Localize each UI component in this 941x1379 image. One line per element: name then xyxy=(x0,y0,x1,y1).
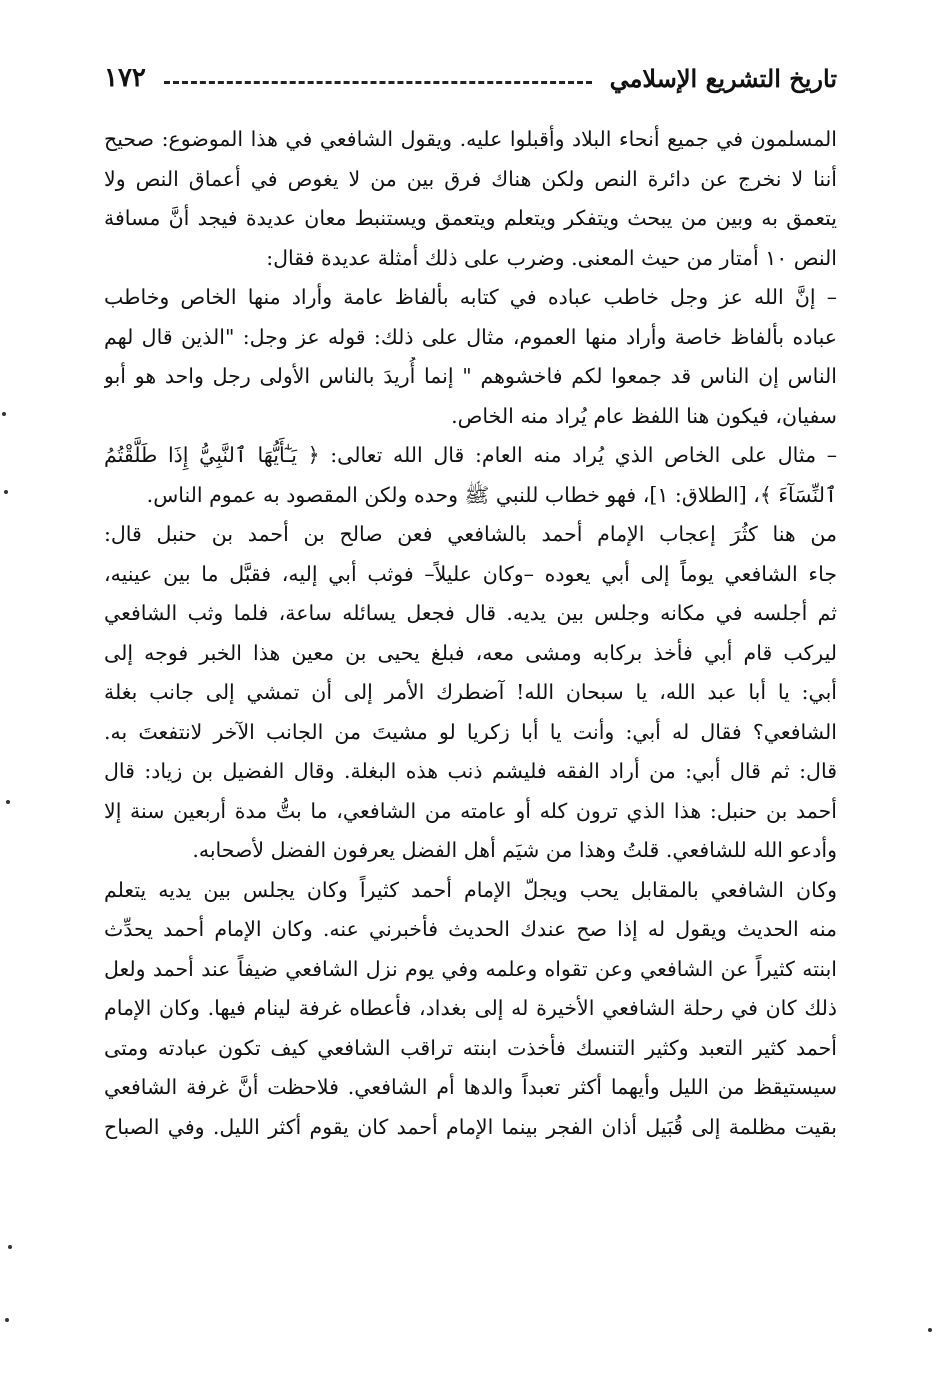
paragraph-continuation xyxy=(104,120,837,278)
text-line: أننا لا نخرج عن دائرة النص ولكن هناك فرق بين من لا يغوص في أعماق النص ولا xyxy=(104,166,837,191)
text-line: أحمد بن حنبل: هذا الذي ترون كله أو عامته من الشافعي، ما بتُّ مدة أربعين سنة إلا xyxy=(104,798,837,823)
scan-speck xyxy=(8,1245,12,1249)
text-line-quran-verse: – مثال على الخاص الذي يُراد منه العام: قال الله تعالى: ﴿ يَـٰٓأَيُّهَا ٱلنَّبِيُّ إِذَا طَلَّقْتُمُ xyxy=(104,443,837,467)
text-line: الناس إن الناس قد جمعوا لكم فاخشوهم " إنما أُريدَ بالناس الأولى رجل واحد هو أبو xyxy=(104,364,837,388)
text-line: من هنا كثُرَ إعجاب الإمام أحمد بالشافعي فعن صالح بن أحمد بن حنبل قال: xyxy=(104,522,837,546)
scan-speck xyxy=(928,1328,932,1332)
text-line: عباده بألفاظ خاصة وأراد منها العموم، مثال على ذلك: قوله عز وجل: "الذين قال لهم xyxy=(104,324,837,349)
text-line: أبي: يا أبا عبد الله، يا سبحان الله! آضطرك الأمر إلى أن تمشي إلى جانب بغلة xyxy=(104,680,837,704)
text-line: منه الحديث ويقول له إذا صح عندك الحديث فأخبرني عنه. وكان الإمام أحمد يحدِّث xyxy=(104,917,837,941)
scan-speck xyxy=(5,1318,9,1322)
paragraph-general-to-specific xyxy=(104,278,837,436)
text-line: بقيت مظلمة إلى قُبَيل أذان الفجر بينما الإمام أحمد كان يقوم أكثر الليل. وفي الصباح xyxy=(104,1114,837,1139)
text-line: سيستيقظ من الليل وأيهما أكثر تعبداً والدها أم الشافعي. فلاحظت أنَّ غرفة الشافعي xyxy=(104,1075,837,1099)
text-line: قال: ثم قال أبي: من أراد الفقه فليشم ذنب هذه البغلة. وقال الفضيل بن زياد: قال xyxy=(104,759,837,783)
scan-speck xyxy=(2,412,6,416)
running-title: تاريخ التشريع الإسلامي xyxy=(609,63,837,93)
text-line: الشافعي؟ فقال له أبي: وأنت يا أبا زكريا لو مشيتَ من الجانب الآخر لانتفعتَ به. xyxy=(104,719,837,744)
paragraph-ahmad-admiration xyxy=(104,515,837,871)
running-head xyxy=(104,58,837,98)
scan-speck xyxy=(6,800,10,804)
body-text xyxy=(104,120,837,1360)
text-line: وكان الشافعي بالمقابل يحب ويجلّ الإمام أحمد كثيراً وكان يجلس بين يديه يتعلم xyxy=(104,877,837,902)
text-line: – إنَّ الله عز وجل خاطب عباده في كتابه بألفاظ عامة وأراد منها الخاص وخاطب xyxy=(104,285,837,309)
text-line: أحمد كثير التعبد وكثير التنسك فأخذت ابنته تراقب الشافعي كيف تكون عبادته ومتى xyxy=(104,1035,837,1060)
text-line-quran-verse: ٱلنِّسَآءَ ﴾، [الطلاق: ١]، فهو خطاب للنبي ﷺ وحده ولكن المقصود به عموم الناس. xyxy=(146,482,837,507)
paragraph-specific-to-general xyxy=(104,436,837,515)
text-line: المسلمون في جميع أنحاء البلاد وأقبلوا عليه. ويقول الشافعي في هذا الموضوع: صحيح xyxy=(104,127,837,151)
text-line: يتعمق به وبين من يبحث ويتفكر ويتعلم ويتعمق ويستنبط معان عديدة فيجد أنَّ مسافة xyxy=(104,206,837,230)
scan-speck xyxy=(4,490,8,494)
text-line: جاء الشافعي يوماً إلى أبي يعوده –وكان عليلاً– فوثب أبي إليه، فقبَّل ما بين عينيه، xyxy=(104,561,837,586)
paragraph-shafii-respect xyxy=(104,871,837,1148)
text-line: النص ١٠ أمتار من حيث المعنى. وضرب على ذلك أمثلة عديدة فقال: xyxy=(266,245,837,270)
header-dash-rule xyxy=(164,81,592,84)
text-line: ليركب قام أبي فأخذ بركابه ومشى معه، فبلغ يحيى بن معين هذا الخبر فوجه إلى xyxy=(104,640,837,665)
text-line: سفيان، فيكون هنا اللفظ عام يُراد منه الخاص. xyxy=(451,403,837,428)
text-line: ثم أجلسه في مكانه وجلس بين يديه. قال فجعل يسائله ساعة، فلما وثب الشافعي xyxy=(104,601,837,625)
text-line: وأدعو الله للشافعي. قلتُ وهذا من شيَم أهل الفضل يعرفون الفضل لأصحابه. xyxy=(192,838,837,862)
text-line: ابنته كثيراً عن الشافعي وعن تقواه وعلمه وفي يوم نزل الشافعي ضيفاً عند أحمد ولعل xyxy=(104,956,837,981)
page-number: ١٧٢ xyxy=(104,63,146,93)
text-line: ذلك كان في رحلة الشافعي الأخيرة له إلى بغداد، فأعطاه غرفة لينام فيها. وكان الإمام xyxy=(104,996,837,1020)
